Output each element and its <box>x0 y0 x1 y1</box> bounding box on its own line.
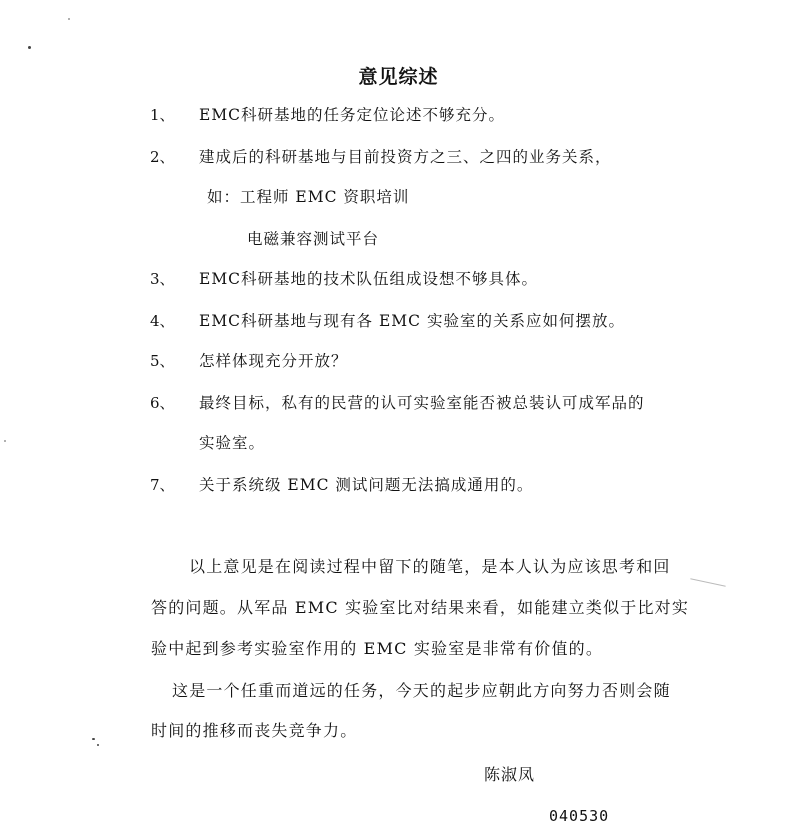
scan-speck <box>28 46 31 49</box>
item-number: 6、 <box>150 394 175 412</box>
item-number: 4、 <box>150 312 175 330</box>
scan-speck <box>68 18 70 20</box>
item-number: 1、 <box>150 106 175 124</box>
document-date: 040530 <box>549 807 610 825</box>
paragraph-line: 时间的推移而丧失竞争力。 <box>151 721 358 740</box>
item-text: 最终目标，私有的民营的认可实验室能否被总装认可成军品的 <box>199 394 645 412</box>
item-number: 7、 <box>150 476 175 494</box>
scan-speck <box>92 738 95 740</box>
item-text: 怎样体现充分开放？ <box>199 352 348 370</box>
paragraph-line: 以上意见是在阅读过程中留下的随笔，是本人认为应该思考和回 <box>189 557 671 576</box>
item-number: 2、 <box>150 148 175 166</box>
document-title: 意见综述 <box>358 66 439 88</box>
item-text: 建成后的科研基地与目前投资方之三、之四的业务关系， <box>199 148 612 166</box>
paragraph-line: 验中起到参考实验室作用的 EMC 实验室是非常有价值的。 <box>151 639 604 658</box>
paragraph-line: 答的问题。从军品 EMC 实验室比对结果来看，如能建立类似于比对实 <box>151 598 690 617</box>
signer-name: 陈淑凤 <box>484 765 536 784</box>
scan-speck <box>97 744 99 746</box>
item-continuation: 实验室。 <box>199 434 266 452</box>
scan-speck <box>4 440 6 442</box>
item-subtext: 电磁兼容测试平台 <box>247 230 380 248</box>
item-number: 5、 <box>150 352 175 370</box>
item-text: 关于系统级 EMC 测试问题无法搞成通用的。 <box>199 476 534 494</box>
paragraph-line: 这是一个任重而道远的任务，今天的起步应朝此方向努力否则会随 <box>172 681 671 700</box>
item-number: 3、 <box>150 270 175 288</box>
item-text: EMC科研基地与现有各 EMC 实验室的关系应如何摆放。 <box>199 312 625 330</box>
item-text: EMC科研基地的技术队伍组成设想不够具体。 <box>199 270 539 288</box>
item-text: EMC科研基地的任务定位论述不够充分。 <box>199 106 506 124</box>
item-subtext: 如：工程师 EMC 资职培训 <box>207 188 410 206</box>
scan-mark <box>690 578 725 586</box>
